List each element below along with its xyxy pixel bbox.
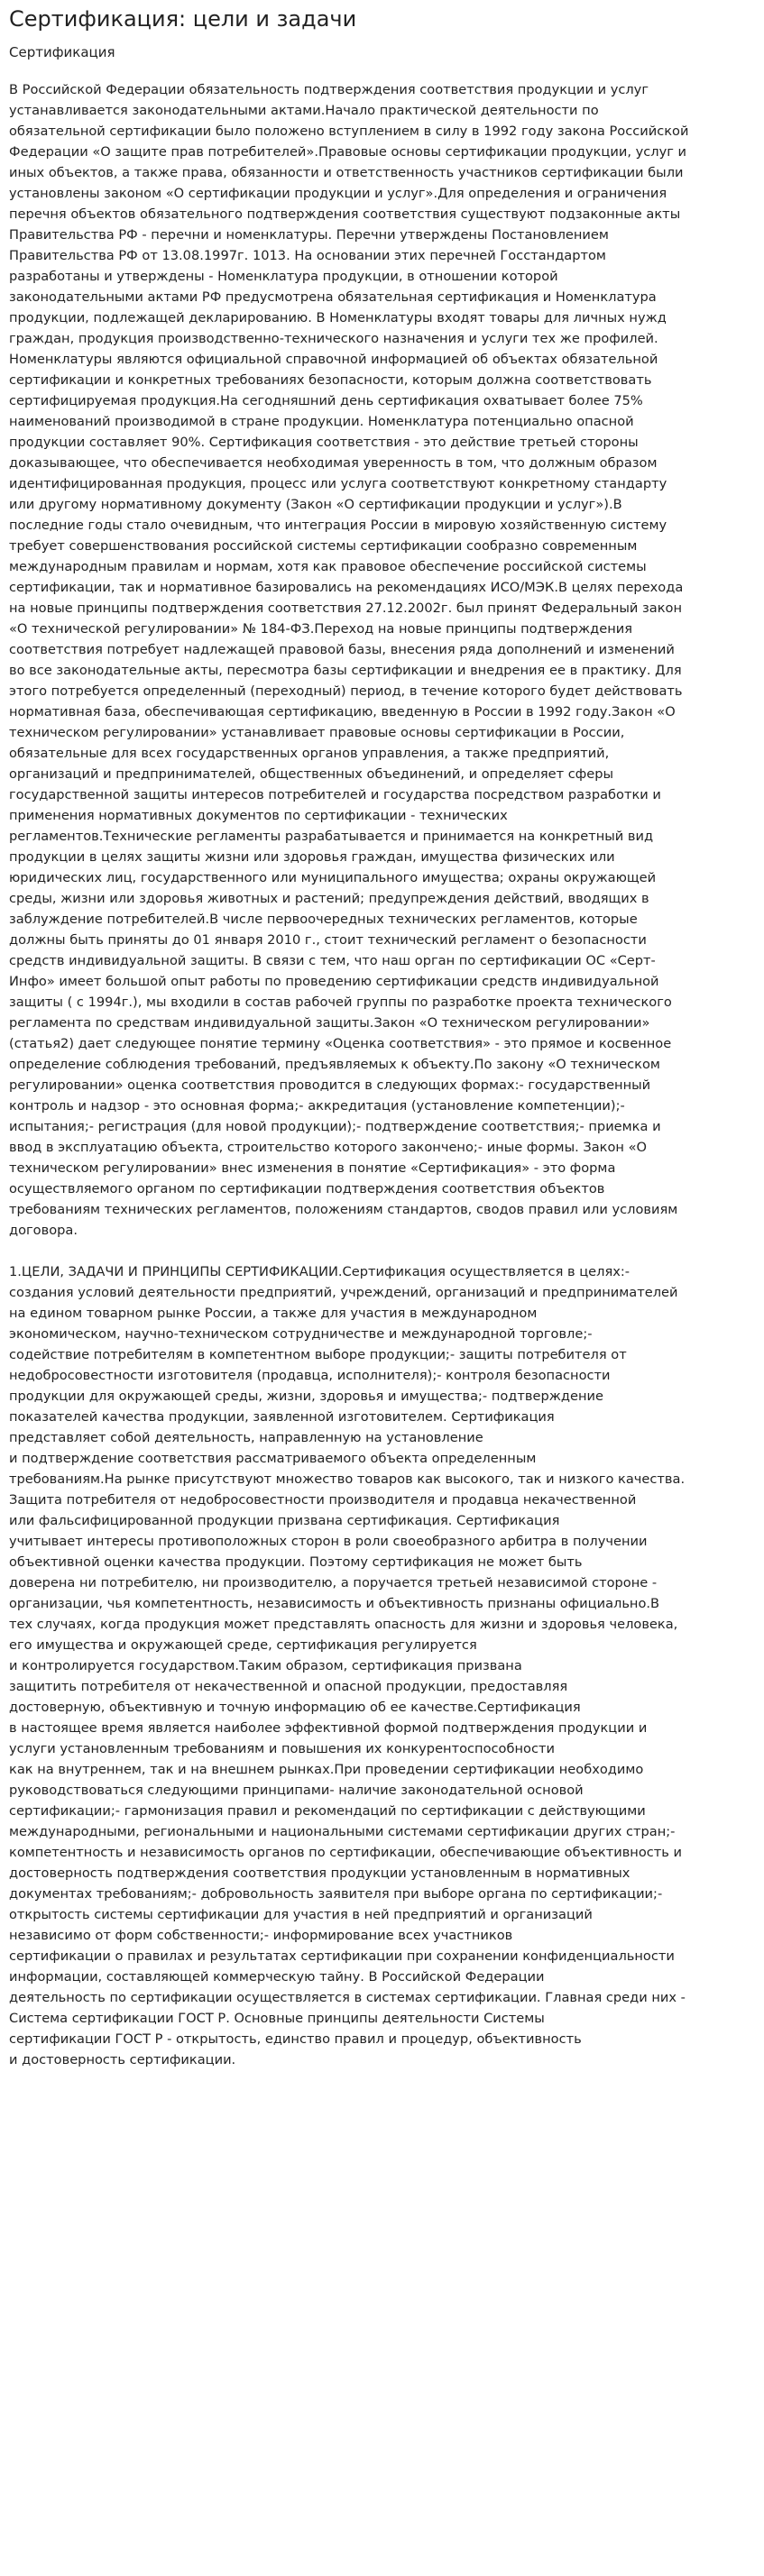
intro-line: юридических лиц, государственного или муниципального имущества; охраны окружающей [9, 870, 657, 885]
intro-line: устанавливается законодательными актами.Начало практической деятельности по [9, 103, 599, 118]
intro-line: ввод в эксплуатацию объекта, строительство которого закончено;- иные формы. Закон «О [9, 1140, 648, 1155]
intro-line: граждан, продукция производственно-технического назначения и услуги тех же профилей. [9, 331, 658, 346]
intro-line: Федерации «О защите прав потребителей».Правовые основы сертификации продукции, услуг и [9, 144, 687, 160]
intro-line: разработаны и утверждены - Номенклатура продукции, в отношении которой [9, 269, 558, 284]
intro-line: продукции составляет 90%. Сертификация соответствия - это действие третьей стороны [9, 435, 639, 450]
intro-line: последние годы стало очевидным, что интеграция России в мировую хозяйственную систему [9, 518, 667, 533]
goals-line: деятельность по сертификации осуществляется в системах сертификации. Главная среди них - [9, 1990, 686, 2005]
goals-line: услуги установленным требованиям и повышения их конкурентоспособности [9, 1741, 555, 1756]
intro-line: регулировании» оценка соответствия проводится в следующих формах:- государственный [9, 1077, 651, 1093]
goals-line: в настоящее время является наиболее эффективной формой подтверждения продукции и [9, 1720, 648, 1736]
goals-line: руководствоваться следующими принципами- наличие законодательной основой [9, 1783, 584, 1798]
intro-line: В Российской Федерации обязательность подтверждения соответствия продукции и услуг [9, 82, 649, 97]
intro-line: осуществляемого органом по сертификации подтверждения соответствия объектов [9, 1181, 605, 1196]
intro-line: международным правилам и нормам, хотя как правовое обеспечение российской системы [9, 559, 647, 574]
intro-line: соответствия потребует надлежащей правовой базы, внесения ряда дополнений и изменений [9, 642, 675, 657]
goals-line: и достоверность сертификации. [9, 2052, 236, 2067]
goals-line: создания условий деятельности предприятий, учреждений, организаций и предпринимателей [9, 1285, 678, 1300]
intro-line: установлены законом «О сертификации продукции и услуг».Для определения и ограничения [9, 186, 667, 201]
intro-line: среды, жизни или здоровья животных и растений; предупреждения действий, вводящих в [9, 891, 649, 906]
goals-line: продукции для окружающей среды, жизни, здоровья и имущества;- подтверждение [9, 1389, 603, 1404]
goals-line: его имущества и окружающей среде, сертификация регулируется [9, 1637, 477, 1653]
intro-line: организаций и предпринимателей, общественных объединений, и определяет сферы [9, 766, 614, 782]
paragraph-gap [9, 1241, 755, 1261]
intro-line: или другому нормативному документу (Закон «О сертификации продукции и услуг»).В [9, 497, 622, 512]
goals-line: сертификации о правилах и результатах сертификации при сохранении конфиденциальности [9, 1948, 675, 1964]
intro-line: испытания;- регистрация (для новой продукции);- подтверждение соответствия;- приемка и [9, 1119, 661, 1134]
article-section-goals [9, 1261, 755, 2070]
intro-line: контроль и надзор - это основная форма;- аккредитация (установление компетенции);- [9, 1098, 625, 1114]
goals-line: достоверность подтверждения соответствия продукции установленным в нормативных [9, 1866, 631, 1881]
intro-line: на новые принципы подтверждения соответствия 27.12.2002г. был принят Федеральный закон [9, 600, 683, 616]
goals-line: и подтверждение соответствия рассматриваемого объекта определенным [9, 1451, 537, 1466]
goals-line: независимо от форм собственности;- информирование всех участников [9, 1928, 513, 1943]
intro-line: нормативная база, обеспечивающая сертификацию, введенную в России в 1992 году.Закон «О [9, 704, 676, 720]
goals-line: содействие потребителям в компетентном выборе продукции;- защиты потребителя от [9, 1347, 627, 1362]
page-title: Сертификация: цели и задачи [9, 6, 357, 32]
intro-line: защиты ( с 1994г.), мы входили в состав рабочей группы по разработке проекта технического [9, 995, 672, 1010]
goals-line: экономическом, научно-техническом сотрудничестве и международной торговле;- [9, 1326, 593, 1342]
intro-line: (статья2) дает следующее понятие термину «Оценка соответствия» - это прямое и косвенное [9, 1036, 672, 1051]
intro-line: этого потребуется определенный (переходный) период, в течение которого будет действовать [9, 683, 683, 699]
goals-line: информации, составляющей коммерческую тайну. В Российской Федерации [9, 1969, 545, 1985]
intro-line: идентифицированная продукция, процесс или услуга соответствуют конкретному стандарту [9, 476, 667, 491]
intro-line: доказывающее, что обеспечивается необходимая уверенность в том, что должным образом [9, 455, 658, 471]
goals-line: недобросовестности изготовителя (продавца, исполнителя);- контроля безопасности [9, 1368, 611, 1383]
intro-line: обязательной сертификации было положено вступлением в силу в 1992 году закона Российской [9, 124, 689, 139]
goals-line: Система сертификации ГОСТ Р. Основные принципы деятельности Системы [9, 2011, 545, 2026]
goals-line: компетентность и независимость органов по сертификации, обеспечивающие объективность и [9, 1845, 683, 1860]
goals-line: и контролируется государством.Таким образом, сертификация призвана [9, 1658, 522, 1673]
goals-line: международными, региональными и национальными системами сертификации других стран;- [9, 1824, 676, 1839]
goals-line: организации, чья компетентность, независимость и объективность признаны официально.В [9, 1596, 660, 1611]
intro-line: должны быть приняты до 01 января 2010 г., стоит технический регламент о безопасности [9, 932, 647, 948]
goals-line: сертификации;- гармонизация правил и рекомендаций по сертификации с действующими [9, 1803, 646, 1819]
goals-line: 1.ЦЕЛИ, ЗАДАЧИ И ПРИНЦИПЫ СЕРТИФИКАЦИИ.Сертификация осуществляется в целях:- [9, 1264, 631, 1279]
goals-line: как на внутреннем, так и на внешнем рынках.При проведении сертификации необходимо [9, 1762, 644, 1777]
goals-line: достоверную, объективную и точную информацию об ее качестве.Сертификация [9, 1700, 581, 1715]
intro-line: требованиям технических регламентов, положениям стандартов, сводов правил или условиям [9, 1202, 678, 1217]
intro-line: сертификации, так и нормативное базировались на рекомендациях ИСО/МЭК.В целях перехода [9, 580, 684, 595]
goals-line: Защита потребителя от недобросовестности производителя и продавца некачественной [9, 1492, 637, 1508]
intro-line: требует совершенствования российской системы сертификации сообразно современным [9, 538, 638, 554]
intro-line: «О технической регулировании» № 184-ФЗ.Переход на новые принципы подтверждения [9, 621, 633, 637]
intro-line: Правительства РФ от 13.08.1997г. 1013. На основании этих перечней Госстандартом [9, 248, 606, 263]
intro-line: иных объектов, а также права, обязанности и ответственность участников сертификации были [9, 165, 684, 180]
goals-line: тех случаях, когда продукция может представлять опасность для жизни и здоровья человека, [9, 1617, 678, 1632]
intro-line: Инфо» имеет большой опыт работы по проведению сертификации средств индивидуальной [9, 974, 659, 989]
intro-line: регламента по средствам индивидуальной защиты.Закон «О техническом регулировании» [9, 1015, 650, 1031]
intro-line: регламентов.Технические регламенты разрабатывается и принимается на конкретный вид [9, 829, 654, 844]
intro-line: средств индивидуальной защиты. В связи с тем, что наш орган по сертификации ОС «Серт- [9, 953, 656, 968]
goals-line: доверена ни потребителю, ни производителю, а поручается третьей независимой стороне - [9, 1575, 658, 1591]
intro-line: применения нормативных документов по сертификации - технических [9, 808, 508, 823]
goals-line: требованиям.На рынке присутствуют множество товаров как высокого, так и низкого качества. [9, 1471, 686, 1487]
goals-line: показателей качества продукции, заявленной изготовителем. Сертификация [9, 1409, 555, 1425]
goals-line: открытость системы сертификации для участия в ней предприятий и организаций [9, 1907, 593, 1922]
intro-line: сертифицируемая продукция.На сегодняшний день сертификация охватывает более 75% [9, 393, 643, 408]
intro-line: обязательные для всех государственных органов управления, а также предприятий, [9, 746, 610, 761]
goals-line: защитить потребителя от некачественной и опасной продукции, предоставляя [9, 1679, 568, 1694]
intro-line: государственной защиты интересов потребителей и государства посредством разработки и [9, 787, 661, 802]
intro-line: продукции, подлежащей декларированию. В Номенклатуры входят товары для личных нужд [9, 310, 667, 325]
intro-line: законодательными актами РФ предусмотрена обязательная сертификация и Номенклатура [9, 289, 657, 305]
goals-line: на едином товарном рынке России, а также для участия в международном [9, 1306, 538, 1321]
goals-line: представляет собой деятельность, направленную на установление [9, 1430, 483, 1445]
intro-line: сертификации и конкретных требованиях безопасности, которым должна соответствовать [9, 372, 652, 388]
article-subtitle: Сертификация [9, 44, 115, 60]
goals-line: сертификации ГОСТ Р - открытость, единство правил и процедур, объективность [9, 2031, 582, 2047]
intro-line: Номенклатуры являются официальной справочной информацией об объектах обязательной [9, 352, 658, 367]
intro-line: продукции в целях защиты жизни или здоровья граждан, имущества физических или [9, 849, 615, 865]
article-section-intro [9, 79, 755, 1241]
intro-line: договора. [9, 1223, 78, 1238]
intro-line: заблуждение потребителей.В числе первоочередных технических регламентов, которые [9, 912, 638, 927]
intro-line: наименований производимой в стране продукции. Номенклатура потенциально опасной [9, 414, 634, 429]
intro-line: перечня объектов обязательного подтверждения соответствия существуют подзаконные акты [9, 206, 681, 222]
intro-line: техническом регулировании» устанавливает правовые основы сертификации в России, [9, 725, 625, 740]
intro-line: Правительства РФ - перечни и номенклатуры. Перечни утверждены Постановлением [9, 227, 609, 243]
goals-line: объективной оценки качества продукции. Поэтому сертификация не может быть [9, 1554, 583, 1570]
goals-line: документах требованиям;- добровольность заявителя при выборе органа по сертификации;- [9, 1886, 663, 1902]
intro-line: во все законодательные акты, пересмотра базы сертификации и внедрения ее в практику. Для [9, 663, 682, 678]
goals-line: учитывает интересы противоположных сторон в роли своеобразного арбитра в получении [9, 1534, 648, 1549]
goals-line: или фальсифицированной продукции призвана сертификация. Сертификация [9, 1513, 560, 1528]
intro-line: определение соблюдения требований, предъявляемых к объекту.По закону «О техническом [9, 1057, 660, 1072]
intro-line: техническом регулировании» внес изменения в понятие «Сертификация» - это форма [9, 1160, 616, 1176]
